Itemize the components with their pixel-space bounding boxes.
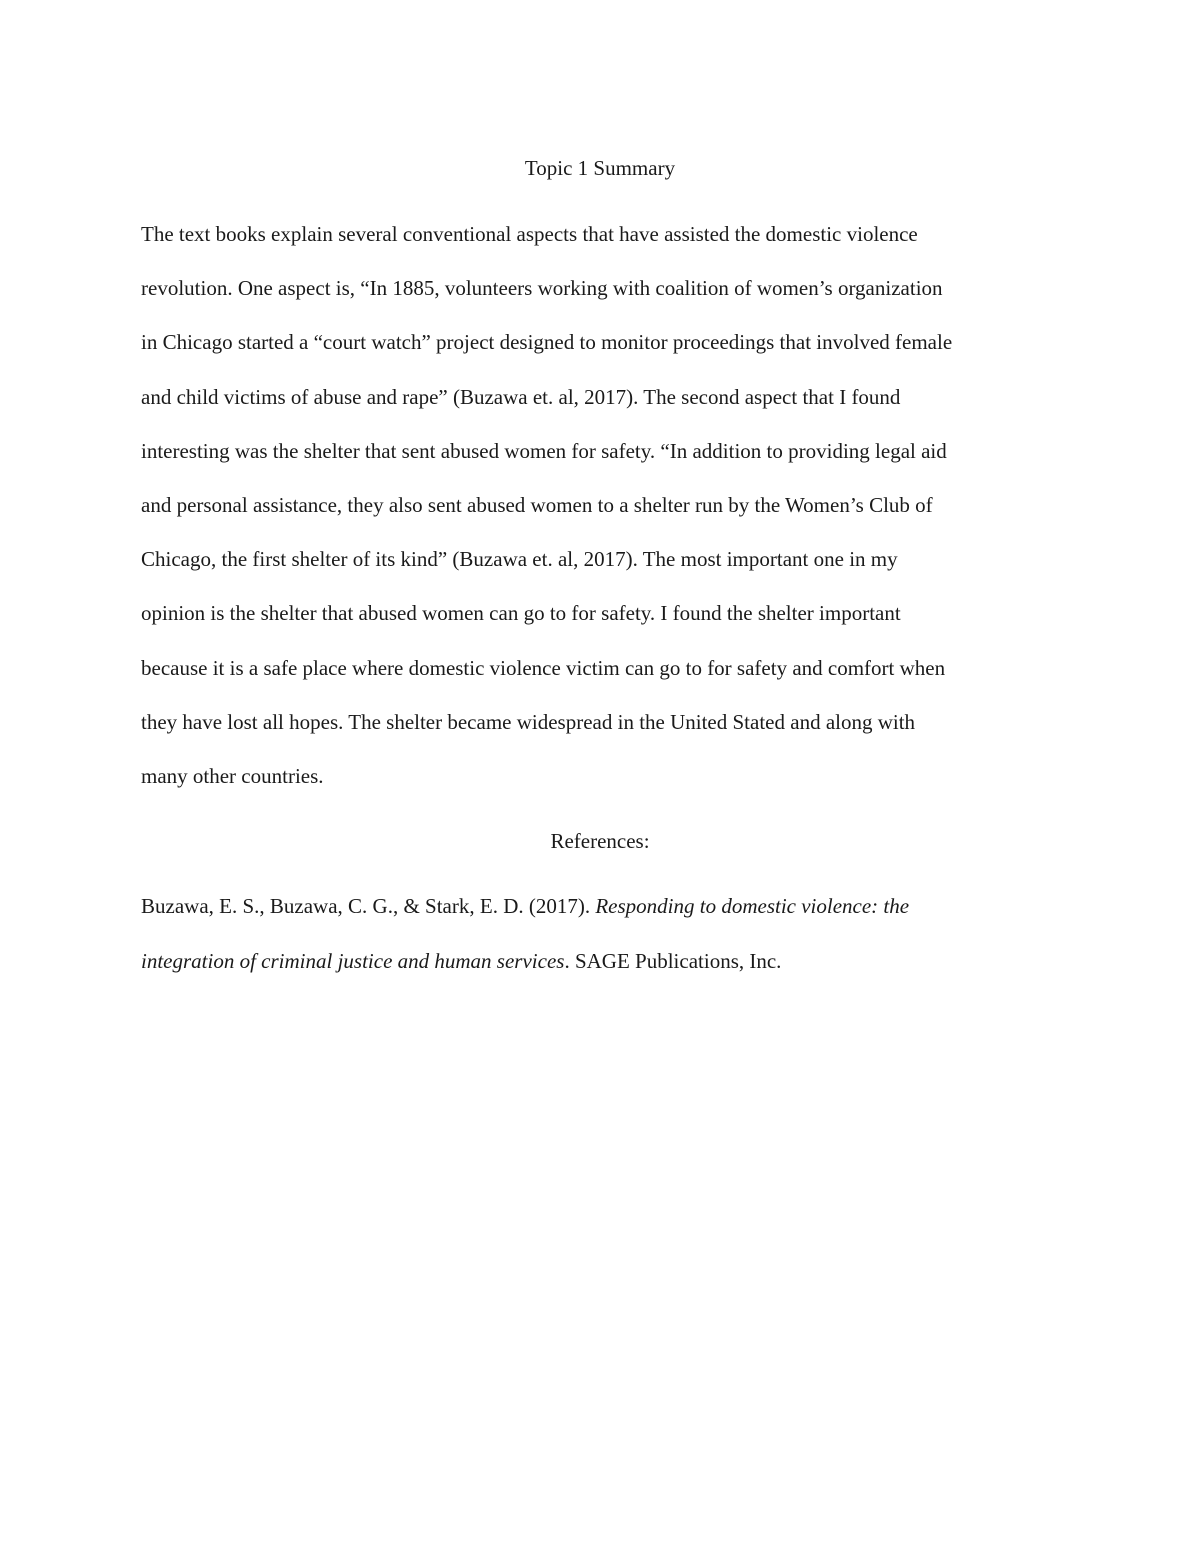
paragraph-line: interesting was the shelter that sent abused women for safety. “In addition to providing legal aid xyxy=(141,438,947,463)
reference-publisher: . SAGE Publications, Inc. xyxy=(564,948,782,973)
paragraph-line: revolution. One aspect is, “In 1885, volunteers working with coalition of women’s organization xyxy=(141,276,943,301)
reference-line-2 xyxy=(141,945,1071,1000)
paragraph-line: many other countries. xyxy=(141,763,324,788)
references-heading: References: xyxy=(550,829,650,853)
paragraph-line: they have lost all hopes. The shelter became widespread in the United Stated and along with xyxy=(141,709,916,734)
paragraph-line: The text books explain several conventional aspects that have assisted the domestic violence xyxy=(141,222,918,246)
reference-authors: Buzawa, E. S., Buzawa, C. G., & Stark, E. D. (2017). xyxy=(141,894,596,918)
reference-entry xyxy=(141,890,1071,999)
paragraph-line: opinion is the shelter that abused women can go to for safety. I found the shelter important xyxy=(141,601,901,626)
paragraph-line: because it is a safe place where domestic violence victim can go to for safety and comfort when xyxy=(141,655,946,680)
reference-title-part2: integration of criminal justice and human services xyxy=(141,948,565,973)
reference-title-part1: Responding to domestic violence: the xyxy=(595,894,910,918)
paragraph-line: Chicago, the first shelter of its kind” (Buzawa et. al, 2017). The most important one in my xyxy=(141,547,898,572)
paragraph-line: and personal assistance, they also sent abused women to a shelter run by the Women’s Club of xyxy=(141,492,933,517)
paragraph-line: and child victims of abuse and rape” (Buzawa et. al, 2017). The second aspect that I found xyxy=(141,384,901,409)
document-title: Topic 1 Summary xyxy=(524,156,676,180)
reference-line-1 xyxy=(141,890,1071,945)
summary-paragraph xyxy=(141,218,1071,814)
paragraph-line: in Chicago started a “court watch” project designed to monitor proceedings that involved female xyxy=(141,330,953,355)
